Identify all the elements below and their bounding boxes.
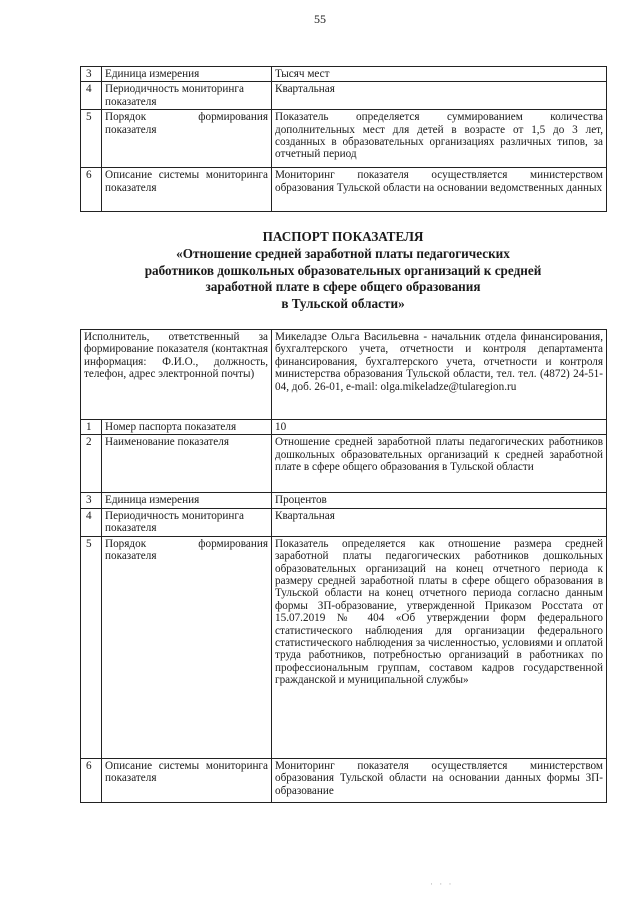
table-row	[81, 758, 607, 802]
executor-value: Микеладзе Ольга Васильевна - начальник отдела финансирования, бухгалтерского учета, отчетности и контроля департамента финансирования, бухгалтерского учета, отчетности и контроля министерства образования Тульской области, тел. тел. (4872) 24-51-04, доб. 26-01, e-mail: olga.mikeladze@tularegion.ru	[272, 330, 607, 420]
table-row	[81, 508, 607, 536]
row-value: Мониторинг показателя осуществляется министерством образования Тульской области на основании данных формы ЗП-образование	[272, 758, 607, 802]
row-label: Описание системы мониторинга показателя	[102, 758, 272, 802]
row-value: Показатель определяется суммированием количества дополнительных мест для детей в возрасте от 1,5 до 3 лет, созданных в образовательных организациях различных типов, за отчетный период	[272, 110, 607, 168]
row-label: Периодичность мониторинга показателя	[102, 82, 272, 110]
row-label: Единица измерения	[102, 493, 272, 508]
executor-row	[81, 330, 607, 420]
row-value: Процентов	[272, 493, 607, 508]
subtitle-line: заработной плате в сфере общего образования	[205, 279, 481, 294]
subtitle-line: «Отношение средней заработной платы педагогических	[176, 246, 510, 261]
row-number: 4	[81, 508, 102, 536]
table-row	[81, 110, 607, 168]
row-number: 3	[81, 67, 102, 82]
row-value: Квартальная	[272, 508, 607, 536]
row-number: 1	[81, 420, 102, 435]
table-row	[81, 435, 607, 493]
passport-title: ПАСПОРТ ПОКАЗАТЕЛЯ	[262, 229, 424, 244]
row-number: 5	[81, 110, 102, 168]
row-number: 3	[81, 493, 102, 508]
row-value: Показатель определяется как отношение размера средней заработной платы педагогических работников дошкольных образовательных организаций на конец отчетного периода к размеру средней заработной платы в сфере общего образования в Тульской области на конец отчетного периода согласно данным формы ЗП-образование, утвержденной Приказом Росстата от 15.07.2019 № 404 «Об утверждении форм федерального статистического наблюдения для организации федерального статистического наблюдения за численностью, условиями и оплатой труда работников, потребностью организаций в работниках по профессиональным группам, составом кадров государственной гражданской и муниципальной службы»	[272, 536, 607, 758]
passport-table	[80, 329, 607, 803]
row-label: Номер паспорта показателя	[102, 420, 272, 435]
table-row	[81, 493, 607, 508]
table-row	[81, 420, 607, 435]
row-value: Отношение средней заработной платы педагогических работников дошкольных образовательных организаций к средней заработной плате в сфере общего образования в Тульской области	[272, 435, 607, 493]
row-number: 5	[81, 536, 102, 758]
row-number: 4	[81, 82, 102, 110]
row-value: Мониторинг показателя осуществляется министерством образования Тульской области на основании ведомственных данных	[272, 168, 607, 212]
top-table	[80, 66, 607, 212]
row-label: Наименование показателя	[102, 435, 272, 493]
executor-label: Исполнитель, ответственный за формирование показателя (контактная информация: Ф.И.О., должность, телефон, адрес электронной почты)	[81, 330, 272, 420]
row-number: 2	[81, 435, 102, 493]
row-value: Квартальная	[272, 82, 607, 110]
row-label: Порядок формирования показателя	[102, 536, 272, 758]
table-row	[81, 168, 607, 212]
table-row	[81, 536, 607, 758]
row-value: Тысяч мест	[272, 67, 607, 82]
passport-subtitle	[80, 246, 606, 312]
row-number: 6	[81, 758, 102, 802]
scan-artifact: · · ·	[430, 879, 454, 889]
table-row	[81, 67, 607, 82]
row-label: Периодичность мониторинга показателя	[102, 508, 272, 536]
row-number: 6	[81, 168, 102, 212]
row-label: Описание системы мониторинга показателя	[102, 168, 272, 212]
row-label: Единица измерения	[102, 67, 272, 82]
subtitle-line: работников дошкольных образовательных организаций к средней	[144, 262, 542, 278]
subtitle-line: в Тульской области»	[281, 295, 405, 311]
row-label: Порядок формирования показателя	[102, 110, 272, 168]
table-row	[81, 82, 607, 110]
row-value: 10	[272, 420, 607, 435]
page-number: 55	[314, 12, 326, 26]
